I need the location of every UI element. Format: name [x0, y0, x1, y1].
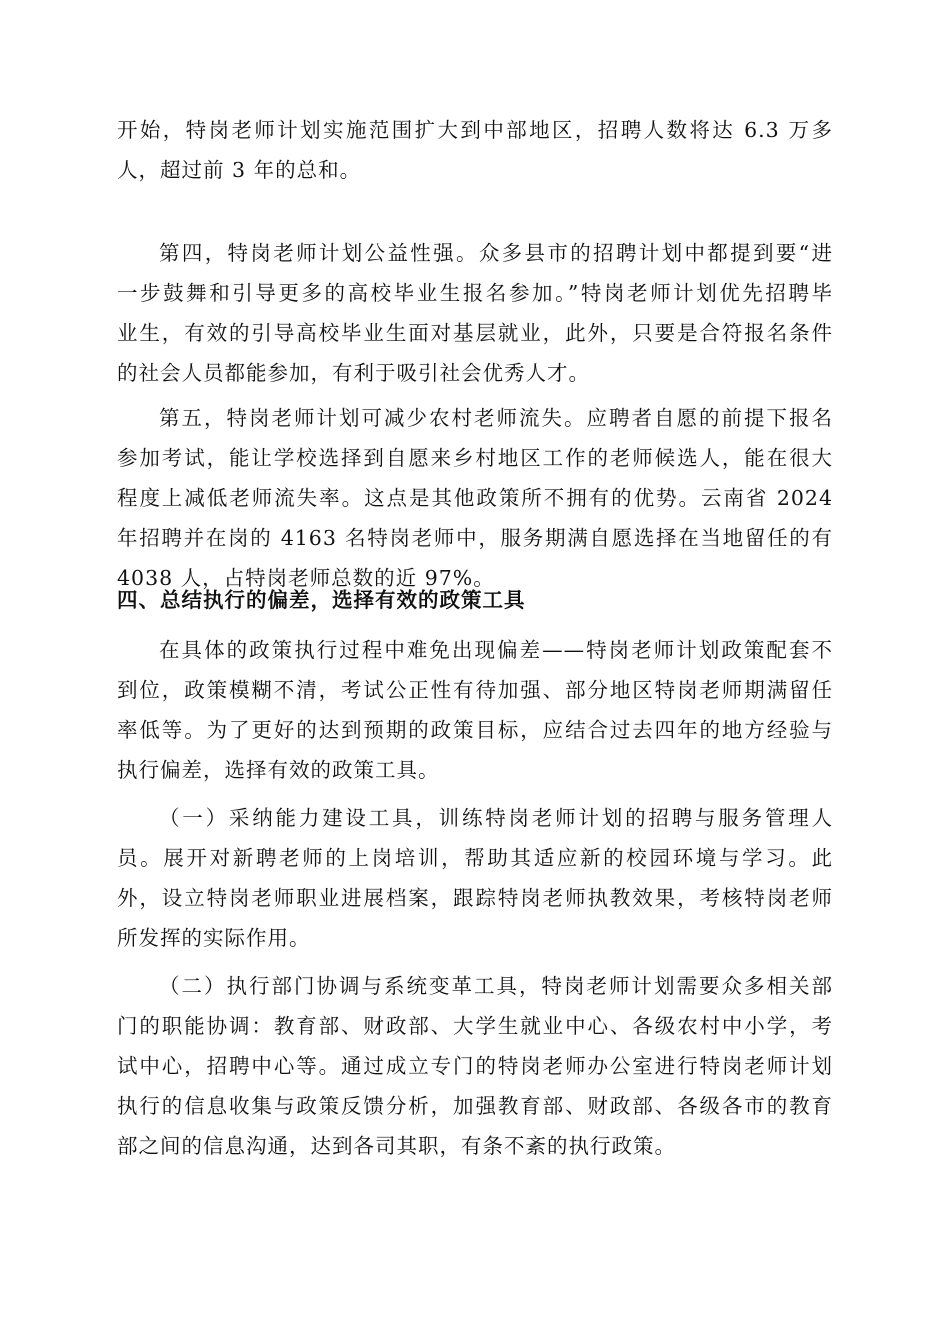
paragraph-item-one [117, 798, 833, 958]
text-line: 部之间的信息沟通，达到各司其职，有条不紊的执行政策。 [117, 1134, 676, 1158]
text-line: 率低等。为了更好的达到预期的政策目标，应结合过去四年的地方经验与 [117, 718, 833, 742]
text-line: （一）采纳能力建设工具，训练特岗老师计划的招聘与服务管理人 [159, 806, 833, 830]
paragraph-fifth [117, 398, 833, 598]
text-line: 年招聘并在岗的 4163 名特岗老师中，服务期满自愿选择在当地留任的有 [117, 526, 833, 550]
paragraph-intro [117, 630, 833, 790]
text-line: 到位，政策模糊不清，考试公正性有待加强、部分地区特岗老师期满留任 [117, 678, 833, 702]
text-line: 第四，特岗老师计划公益性强。众多县市的招聘计划中都提到要“进 [159, 241, 833, 265]
paragraph-item-two [117, 966, 833, 1166]
section-heading [117, 580, 833, 620]
text-line: 试中心，招聘中心等。通过成立专门的特岗老师办公室进行特岗老师计划 [117, 1054, 833, 1078]
text-line: 一步鼓舞和引导更多的高校毕业生报名参加。”特岗老师计划优先招聘毕 [117, 281, 833, 305]
text-line: 开始，特岗老师计划实施范围扩大到中部地区，招聘人数将达 6.3 万多 [117, 118, 833, 142]
text-line: 员。展开对新聘老师的上岗培训，帮助其适应新的校园环境与学习。此 [117, 846, 833, 870]
text-line: 第五，特岗老师计划可减少农村老师流失。应聘者自愿的前提下报名 [159, 406, 833, 430]
paragraph-fourth [117, 233, 833, 393]
text-line: 参加考试，能让学校选择到自愿来乡村地区工作的老师候选人，能在很大 [117, 446, 833, 470]
paragraph-continuation [117, 110, 833, 190]
text-line: 门的职能协调：教育部、财政部、大学生就业中心、各级农村中小学，考 [117, 1014, 833, 1038]
text-line: 所发挥的实际作用。 [117, 926, 311, 950]
text-line: 外，设立特岗老师职业进展档案，跟踪特岗老师执教效果，考核特岗老师 [117, 886, 833, 910]
text-line: 人，超过前 3 年的总和。 [117, 158, 362, 182]
text-line: 的社会人员都能参加，有利于吸引社会优秀人才。 [117, 361, 590, 385]
text-line: 程度上减低老师流失率。这点是其他政策所不拥有的优势。云南省 2024 [117, 486, 833, 510]
text-line: （二）执行部门协调与系统变革工具，特岗老师计划需要众多相关部 [159, 974, 833, 998]
text-line: 执行的信息收集与政策反馈分析，加强教育部、财政部、各级各市的教育 [117, 1094, 833, 1118]
heading-text: 四、总结执行的偏差，选择有效的政策工具 [117, 588, 526, 612]
text-line: 4038 人，占特岗老师总数的近 97%。 [117, 566, 495, 590]
text-line: 执行偏差，选择有效的政策工具。 [117, 758, 440, 782]
text-line: 在具体的政策执行过程中难免出现偏差——特岗老师计划政策配套不 [159, 638, 833, 662]
text-line: 业生，有效的引导高校毕业生面对基层就业，此外，只要是合符报名条件 [117, 321, 833, 345]
